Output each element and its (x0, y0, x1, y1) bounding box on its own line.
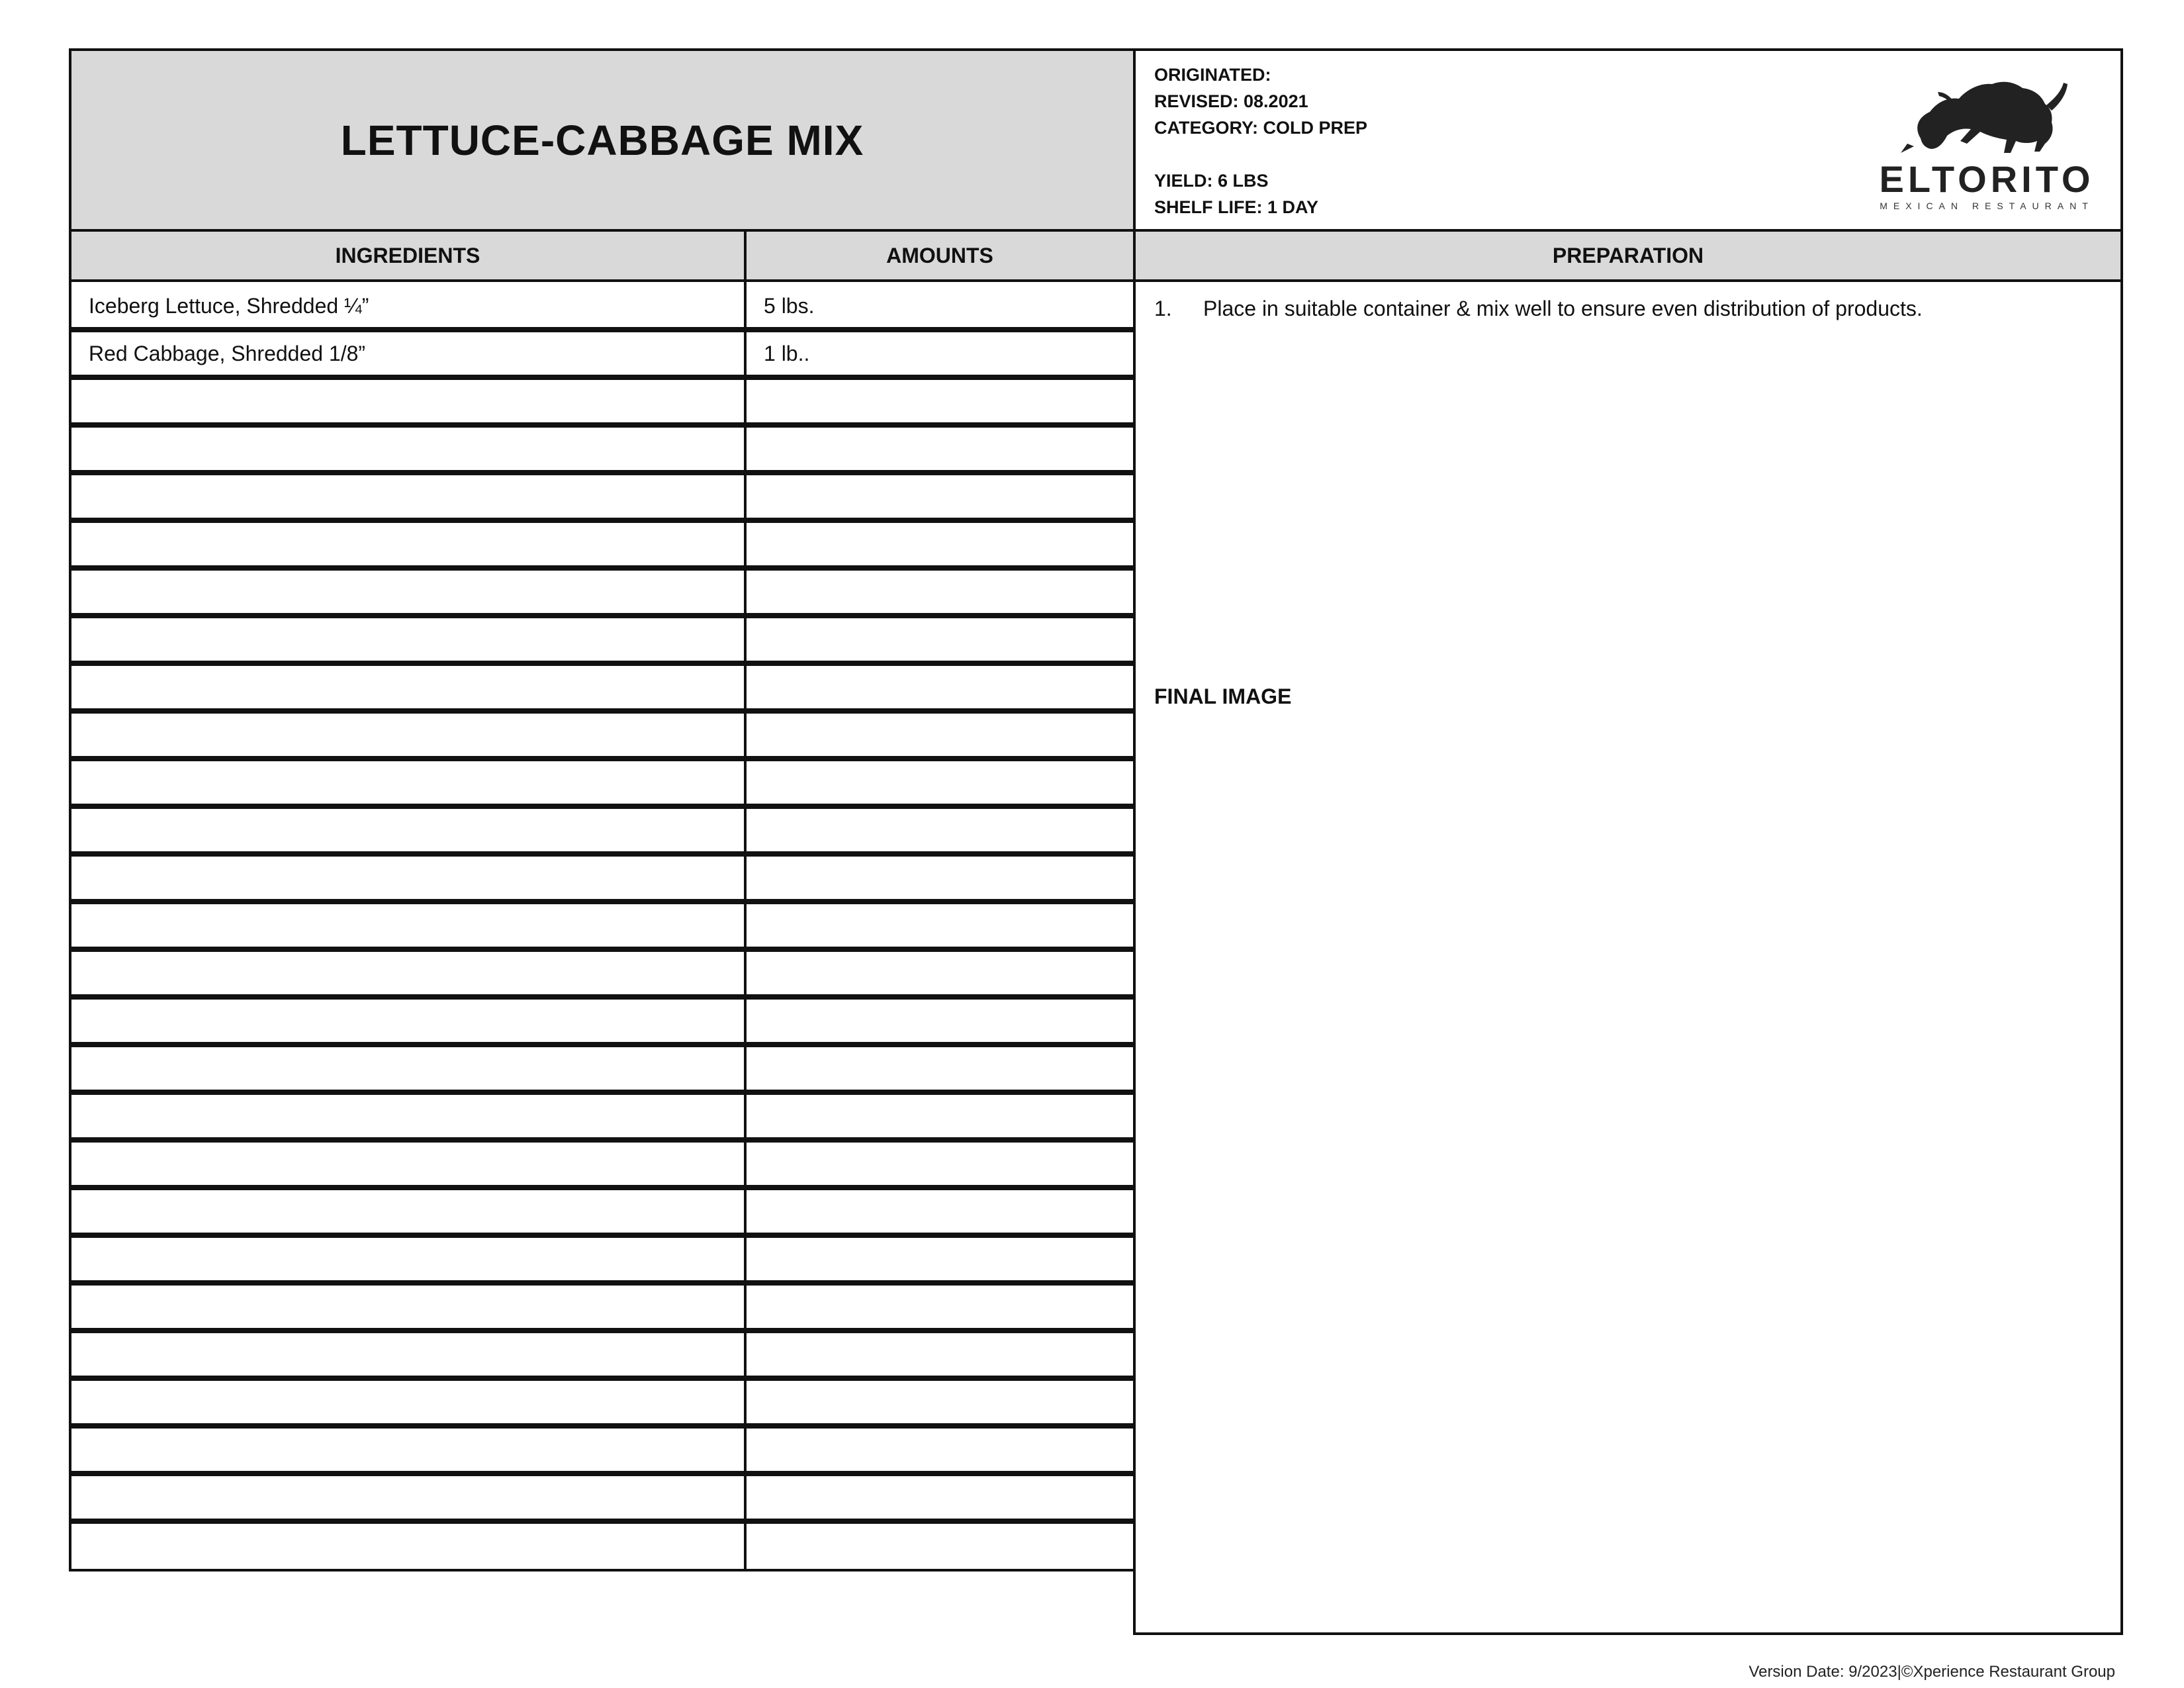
ingredient-cell (69, 1328, 747, 1381)
final-image-label: FINAL IMAGE (1154, 684, 1292, 708)
amount-cell: 1 lb.. (744, 327, 1136, 380)
table-row (69, 1185, 1136, 1235)
table-row (69, 851, 1136, 902)
preparation-header: PREPARATION (1133, 229, 2123, 282)
amount-cell (744, 756, 1136, 809)
amount-cell (744, 422, 1136, 475)
table-row (69, 1137, 1136, 1188)
amount-cell (744, 1519, 1136, 1571)
table-row (69, 708, 1136, 759)
amount-cell (744, 375, 1136, 428)
table-row (69, 756, 1136, 806)
ingredient-cell: Iceberg Lettuce, Shredded ¼” (69, 279, 747, 332)
prep-step-number: 1. (1154, 297, 1172, 320)
table-row (69, 947, 1136, 997)
table-row (69, 1376, 1136, 1426)
ingredient-cell (69, 851, 747, 904)
amount-cell (744, 661, 1136, 714)
ingredient-cell (69, 1376, 747, 1429)
table-row (69, 1280, 1136, 1331)
table-row (69, 1090, 1136, 1140)
table-row (69, 613, 1136, 663)
amount-cell (744, 804, 1136, 857)
amount-cell (744, 1280, 1136, 1333)
table-row (69, 327, 1136, 377)
amount-cell (744, 851, 1136, 904)
amount-cell (744, 1185, 1136, 1238)
ingredient-cell (69, 1233, 747, 1286)
ingredient-cell (69, 613, 747, 666)
table-row (69, 1042, 1136, 1092)
table-row (69, 422, 1136, 473)
amount-cell (744, 899, 1136, 952)
ingredient-cell (69, 804, 747, 857)
ingredient-cell (69, 1090, 747, 1143)
ingredient-cell (69, 947, 747, 1000)
prep-step-text: Place in suitable container & mix well to ensure even distribution of products. (1203, 297, 1923, 320)
ingredient-table (69, 279, 1136, 1569)
title-cell (69, 48, 1136, 232)
logo-wordmark: ELTORITO (1879, 158, 2095, 200)
table-row (69, 804, 1136, 854)
ingredient-cell (69, 1137, 747, 1190)
yield-label: YIELD: 6 LBS (1154, 171, 1269, 191)
amounts-header: AMOUNTS (744, 229, 1136, 282)
shelf-life-label: SHELF LIFE: 1 DAY (1154, 197, 1319, 217)
category-label: CATEGORY: COLD PREP (1154, 118, 1368, 138)
amount-cell (744, 1042, 1136, 1095)
ingredient-cell: Red Cabbage, Shredded 1/8” (69, 327, 747, 380)
amount-cell (744, 470, 1136, 523)
el-torito-logo (1874, 75, 2099, 220)
ingredient-cell (69, 518, 747, 571)
amount-cell (744, 1376, 1136, 1429)
meta-block (1154, 62, 1367, 220)
ingredient-cell (69, 756, 747, 809)
logo-subtitle: MEXICAN RESTAURANT (1880, 201, 2094, 211)
ingredient-cell (69, 470, 747, 523)
amount-cell (744, 1137, 1136, 1190)
table-row (69, 1471, 1136, 1521)
amount-cell (744, 994, 1136, 1047)
table-row (69, 279, 1136, 330)
amount-cell (744, 1090, 1136, 1143)
ingredient-cell (69, 994, 747, 1047)
meta-cell (1133, 48, 2123, 232)
footer-version: Version Date: 9/2023|©Xperience Restaurant Group (1749, 1663, 2115, 1681)
originated-label: ORIGINATED: (1154, 65, 1271, 85)
amount-cell (744, 1471, 1136, 1524)
ingredient-cell (69, 1519, 747, 1571)
recipe-title: LETTUCE-CABBAGE MIX (340, 116, 864, 164)
ingredient-cell (69, 1423, 747, 1476)
ingredient-cell (69, 1280, 747, 1333)
ingredient-cell (69, 375, 747, 428)
table-row (69, 1328, 1136, 1378)
amount-cell (744, 1233, 1136, 1286)
table-row (69, 899, 1136, 949)
ingredient-cell (69, 899, 747, 952)
amount-cell (744, 708, 1136, 761)
table-row (69, 994, 1136, 1045)
amount-cell (744, 518, 1136, 571)
table-row (69, 565, 1136, 616)
bull-icon (1874, 75, 2099, 161)
revised-label: REVISED: 08.2021 (1154, 91, 1308, 111)
preparation-panel (1133, 279, 2123, 1635)
recipe-card (69, 48, 2123, 1635)
table-row (69, 661, 1136, 711)
ingredient-cell (69, 661, 747, 714)
amount-cell (744, 947, 1136, 1000)
ingredient-cell (69, 1471, 747, 1524)
ingredient-cell (69, 1185, 747, 1238)
prep-step (1154, 297, 1923, 321)
table-row (69, 518, 1136, 568)
table-row (69, 1519, 1136, 1569)
amount-cell (744, 613, 1136, 666)
ingredient-cell (69, 708, 747, 761)
amount-cell: 5 lbs. (744, 279, 1136, 332)
ingredient-cell (69, 422, 747, 475)
table-row (69, 375, 1136, 425)
amount-cell (744, 565, 1136, 618)
ingredient-cell (69, 565, 747, 618)
ingredients-header: INGREDIENTS (69, 229, 747, 282)
amount-cell (744, 1423, 1136, 1476)
table-row (69, 470, 1136, 520)
amount-cell (744, 1328, 1136, 1381)
table-row (69, 1423, 1136, 1474)
ingredient-cell (69, 1042, 747, 1095)
table-row (69, 1233, 1136, 1283)
